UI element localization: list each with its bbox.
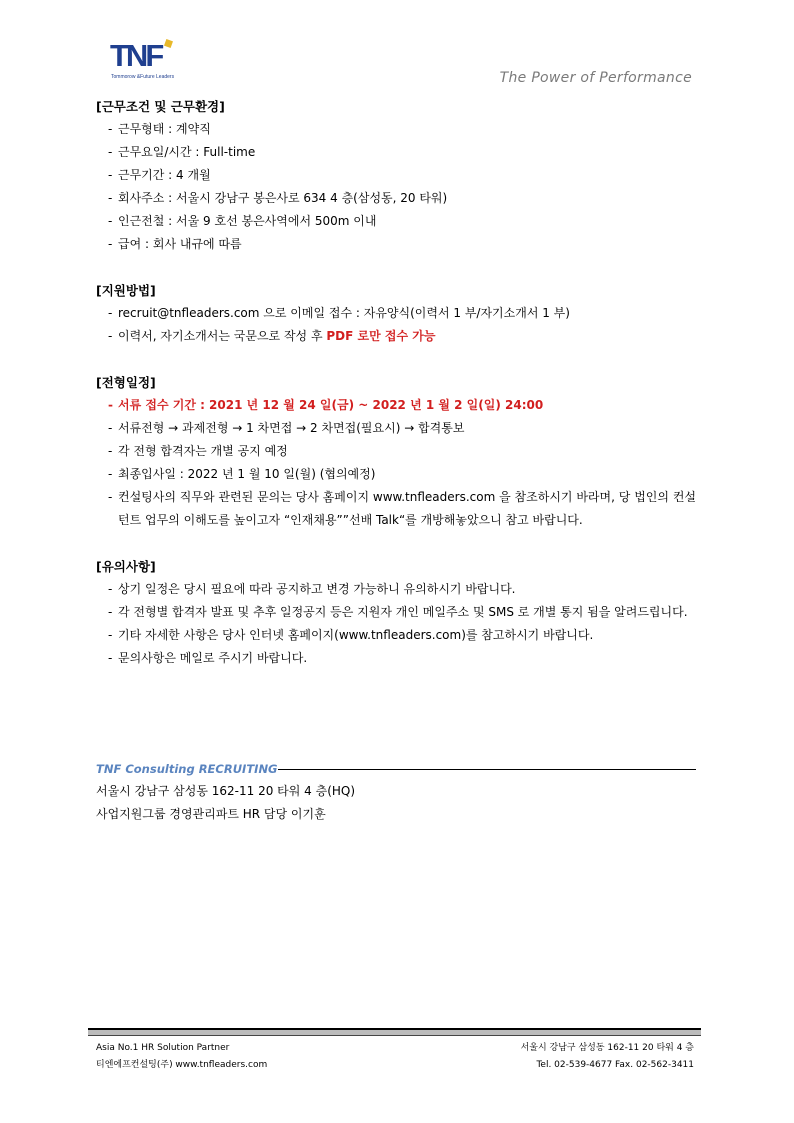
company-logo xyxy=(110,40,200,82)
signature-address: 서울시 강남구 삼성동 162-11 20 타워 4 층(HQ) xyxy=(96,784,356,798)
list-item: - 인근전철 : 서울 9 호선 봉은사역에서 500m 이내 xyxy=(108,214,377,228)
list-item: - 상기 일정은 당시 필요에 따라 공지하고 변경 가능하니 유의하시기 바랍니다. xyxy=(108,582,516,596)
list-item: - 문의사항은 메일로 주시기 바랍니다. xyxy=(108,651,308,665)
logo-mark: TNF xyxy=(110,38,162,73)
footer-right xyxy=(521,1040,694,1074)
section-title-apply: [지원방법] xyxy=(96,283,156,298)
footer-phone-fax: Tel. 02-539-4677 Fax. 02-562-3411 xyxy=(536,1060,694,1070)
signature-block xyxy=(96,758,696,826)
footer-left xyxy=(96,1040,267,1074)
list-item: - 서류전형 → 과제전형 → 1 차면접 → 2 차면접(필요시) → 합격통보 xyxy=(108,421,465,435)
list-item: - 근무형태 : 계약직 xyxy=(108,122,211,136)
footer-address: 서울시 강남구 삼성동 162-11 20 타워 4 층 xyxy=(520,1043,694,1053)
pdf-only-highlight: PDF 로만 접수 가능 xyxy=(326,329,436,343)
list-item: - 각 전형 합격자는 개별 공지 예정 xyxy=(108,444,288,458)
footer-slogan: Asia No.1 HR Solution Partner xyxy=(96,1043,230,1053)
list-item: - 근무기간 : 4 개월 xyxy=(108,168,211,182)
list-item: - 근무요일/시간 : Full-time xyxy=(108,145,256,159)
section-title-schedule: [전형일정] xyxy=(96,375,156,390)
signature-title: TNF Consulting RECRUITING xyxy=(96,762,278,776)
list-item: - 각 전형별 합격자 발표 및 추후 일정공지 등은 지원자 개인 메일주소 및 SMS 로 개별 통지 됨을 알려드립니다. xyxy=(108,605,688,619)
logo-tagline: Tommorow &Future Leaders xyxy=(111,74,175,80)
section-title-conditions: [근무조건 및 근무환경] xyxy=(96,99,225,114)
list-item: - 급여 : 회사 내규에 따름 xyxy=(108,237,242,251)
list-item: - 회사주소 : 서울시 강남구 봉은사로 634 4 층(삼성동, 20 타워) xyxy=(108,191,448,205)
document-body xyxy=(96,95,696,670)
deadline-item: - 서류 접수 기간 : 2021 년 12 월 24 일(금) ~ 2022 년 1 월 2 일(일) 24:00 xyxy=(108,398,544,412)
footer-company: 티엔에프컨설팅(주) www.tnfleaders.com xyxy=(96,1060,268,1070)
list-item: - 이력서, 자기소개서는 국문으로 작성 후 PDF 로만 접수 가능 xyxy=(108,329,436,343)
signature-contact: 사업지원그룹 경영관리파트 HR 담당 이기훈 xyxy=(96,807,326,821)
list-item: - 컨설팅사의 직무와 관련된 문의는 당사 홈페이지 www.tnfleaders.com 을 참조하시기 바라며, 당 법인의 컨설턴트 업무의 이해도를 높이고자 “인재채용””선배 Talk“를 개방해놓았으니 참고 바랍니다. xyxy=(108,490,696,527)
list-item: - 기타 자세한 사항은 당사 인터넷 홈페이지(www.tnfleaders.com)를 참고하시기 바랍니다. xyxy=(108,628,594,642)
signature-divider xyxy=(266,769,696,770)
logo-gold-square-icon xyxy=(164,39,173,48)
footer-divider xyxy=(88,1028,701,1036)
section-title-notes: [유의사항] xyxy=(96,559,156,574)
list-item: - recruit@tnfleaders.com 으로 이메일 접수 : 자유양식(이력서 1 부/자기소개서 1 부) xyxy=(108,306,570,320)
header-tagline: The Power of Performance xyxy=(499,70,692,86)
list-item: - 최종입사일 : 2022 년 1 월 10 일(월) (협의예정) xyxy=(108,467,376,481)
